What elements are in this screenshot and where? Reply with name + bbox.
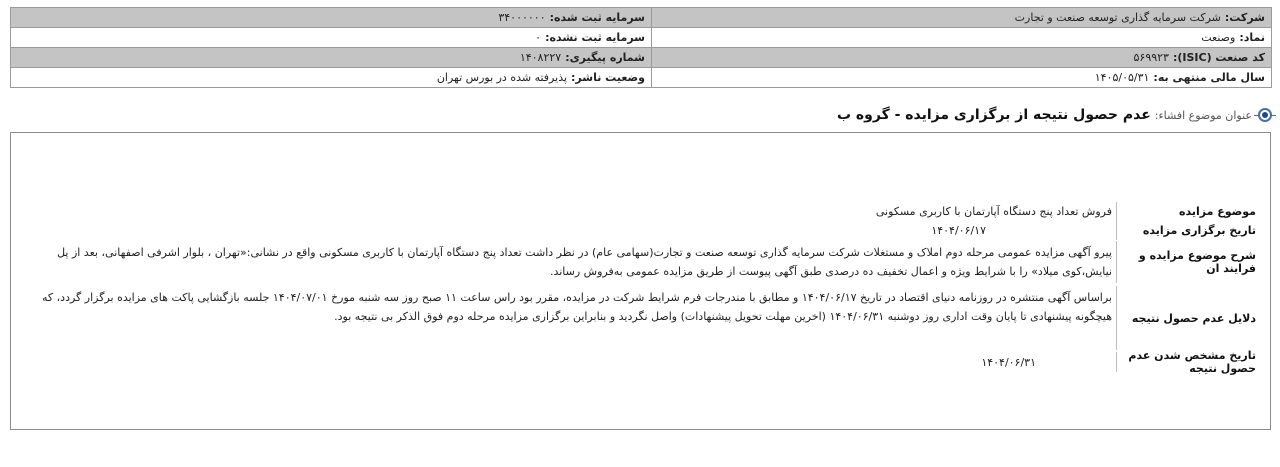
fiscal-year-cell	[652, 68, 1272, 88]
auction-details-box	[10, 132, 1271, 430]
isic-value: ۵۶۹۹۲۳	[1133, 51, 1169, 64]
radio-bullet-icon	[1258, 108, 1272, 122]
info-row	[11, 68, 1272, 88]
registered-capital-cell	[11, 8, 652, 28]
company-value: شرکت سرمایه گذاری توسعه صنعت و تجارت	[1014, 11, 1221, 24]
auction-description-label: شرح موضوع مزایده و فرایند ان	[1116, 241, 1266, 283]
auction-subject-label: موضوع مزایده	[1116, 202, 1266, 221]
fiscal-year-value: ۱۴۰۵/۰۵/۳۱	[1094, 71, 1150, 84]
publisher-status-cell	[11, 68, 652, 88]
detail-row	[0, 221, 1266, 240]
failure-reasons-value: براساس آگهی منتشره در روزنامه دنیای اقتصاد در تاریخ ۱۴۰۴/۰۶/۱۷ و مطابق با مندرجات فرم شرایط شرکت در مزایده، مقرر بود راس ساعت ۱۱ صبح روز سه شنبه مورخ ۱۴۰۴/۰۷/۰۱ جلسه بازگشایی پاکت های مزایده برگزار گردد، که هیچگونه پیشنهادی تا پایان وقت اداری روز دوشنبه ۱۴۰۴/۰۶/۳۱ (اخرین مهلت تحویل پیشنهادات) واصل نگردید و بنابراین برگزاری مزایده مرحله دوم فوق الذکر بی نتیجه بود.	[41, 291, 1112, 323]
info-row	[11, 28, 1272, 48]
info-row	[11, 8, 1272, 28]
subject-caption: عنوان موضوع افشاء:	[1154, 108, 1252, 122]
symbol-cell	[652, 28, 1272, 48]
registered-capital-label: سرمایه ثبت شده:	[549, 11, 645, 24]
publisher-status-label: وضعیت ناشر:	[571, 71, 645, 84]
company-info-table	[10, 7, 1272, 88]
detail-row	[42, 202, 1266, 221]
symbol-value: وصنعت	[1201, 31, 1236, 44]
isic-label: کد صنعت (ISIC):	[1172, 51, 1265, 64]
registered-capital-value: ۳۴۰۰۰۰۰۰	[498, 11, 546, 24]
failure-date-value: ۱۴۰۴/۰۶/۳۱	[981, 355, 1036, 369]
subject-title: عدم حصول نتیجه از برگزاری مزایده - گروه ب	[836, 107, 1151, 123]
unregistered-capital-value: ۰	[535, 31, 542, 44]
symbol-label: نماد:	[1239, 31, 1265, 44]
isic-cell	[652, 48, 1272, 68]
failure-reasons-label: دلایل عدم حصول نتیجه	[1116, 286, 1266, 350]
publisher-status-value: پذیرفته شده در بورس تهران	[436, 71, 568, 84]
detail-row	[42, 286, 1266, 350]
fiscal-year-label: سال مالی منتهی به:	[1153, 71, 1265, 84]
tracking-number-value: ۱۴۰۸۲۲۷	[519, 51, 562, 64]
auction-date-value: ۱۴۰۴/۰۶/۱۷	[931, 224, 986, 237]
disclosure-subject	[837, 105, 1272, 125]
detail-row	[0, 349, 1266, 375]
unregistered-capital-cell	[11, 28, 652, 48]
company-cell	[652, 8, 1272, 28]
unregistered-capital-label: سرمایه ثبت نشده:	[545, 31, 645, 44]
info-row	[11, 48, 1272, 68]
auction-description-value: پیرو آگهی مزایده عمومی مرحله دوم املاک و مستغلات شرکت سرمایه گذاری توسعه صنعت و تجارت(سهامی عام) در نظر داشت تعداد پنج دستگاه آپارتمان با کاربری مسکونی واقع در نشانی:«تهران ، بلوار اشرفی اصفهانی، بعد از پل نیایش،کوی میلاد» را با شرایط ویژه و اعمال تخفیف ده درصدی طبق آگهی پیوست از طریق مزایده عمومی به‌فروش رساند.	[57, 246, 1112, 278]
detail-row	[42, 241, 1266, 283]
tracking-number-label: شماره پیگیری:	[565, 51, 645, 64]
auction-subject-value: فروش تعداد پنج دستگاه آپارتمان با کاربری مسکونی	[875, 205, 1112, 218]
company-label: شرکت:	[1224, 11, 1265, 24]
tracking-number-cell	[11, 48, 652, 68]
auction-date-label: تاریخ برگزاری مزایده	[1116, 221, 1266, 240]
failure-date-label: تاریخ مشخص شدن عدم حصول نتیجه	[1116, 352, 1266, 372]
